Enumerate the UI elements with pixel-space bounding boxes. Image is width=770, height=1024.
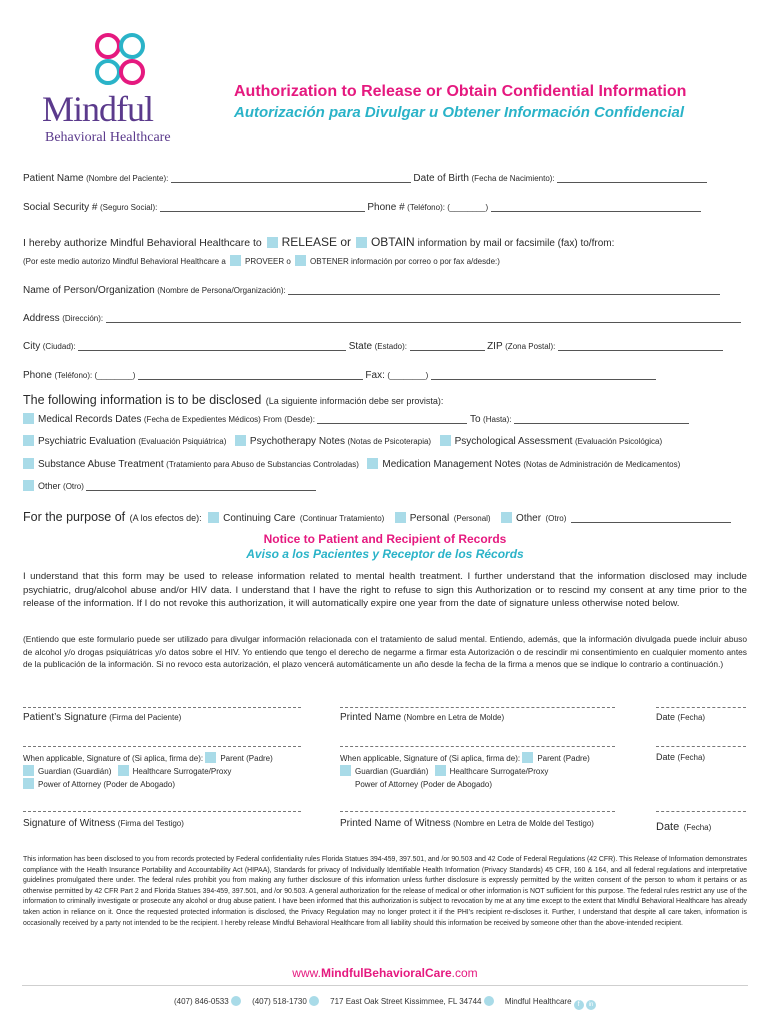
surrogate-checkbox-left[interactable] bbox=[118, 765, 129, 776]
website-bold: MindfulBehavioralCare bbox=[320, 966, 452, 980]
phone-label-es: (Teléfono): (________) bbox=[407, 203, 489, 212]
city-row bbox=[23, 341, 746, 352]
guardian-checkbox-right[interactable] bbox=[340, 765, 351, 776]
notice-body-en: I understand that this form may be used to release information related to mental health treatment. I further understand that the information disclosed may include psychiatric, drug/alcohol abuse and/or HIV data. I understand that I have the right to refuse to sign this Authorization or to rescind my consent at any time prior to the release of the information. If I do not revoke this authorization, it will automatically expire one year from the date of signature unless otherwise noted below. bbox=[23, 571, 747, 609]
obtain-checkbox[interactable] bbox=[356, 237, 367, 248]
patient-name-label-es: (Nombre del Paciente): bbox=[86, 174, 169, 183]
psychotherapy-checkbox[interactable] bbox=[235, 435, 246, 446]
contact-row bbox=[0, 996, 770, 1010]
continuing-label: Continuing Care bbox=[223, 513, 296, 524]
phone2-field[interactable] bbox=[138, 370, 363, 380]
date-label-3: Date bbox=[656, 821, 680, 833]
medical-label: Medical Records Dates bbox=[38, 414, 142, 425]
city-field[interactable] bbox=[78, 341, 346, 351]
city-label: City bbox=[23, 341, 41, 352]
applicable-signature-line-right[interactable] bbox=[340, 746, 615, 747]
psych-assess-label-es: (Evaluación Psicológica) bbox=[574, 437, 663, 446]
address-text: 717 East Oak Street Kissimmee, FL 34744 bbox=[330, 997, 482, 1006]
website-link[interactable] bbox=[0, 966, 770, 980]
city-label-es: (Ciudad): bbox=[42, 342, 76, 351]
medication-label: Medication Management Notes bbox=[382, 459, 521, 470]
substance-row bbox=[23, 458, 746, 470]
purpose-other-field[interactable] bbox=[571, 513, 731, 523]
zip-label-es: (Zona Postal): bbox=[505, 342, 556, 351]
date-line-1[interactable] bbox=[656, 707, 746, 708]
psych-row bbox=[23, 435, 746, 447]
footer-divider bbox=[22, 985, 748, 986]
page-subtitle: Autorización para Divulgar u Obtener Información Confidencial bbox=[234, 104, 685, 121]
psychotherapy-label-es: (Notas de Psicoterapia) bbox=[347, 437, 432, 446]
patient-signature-label-es: (Firma del Paciente) bbox=[109, 713, 182, 722]
witness-label: Signature of Witness bbox=[23, 818, 116, 829]
guardian-label-right: Guardian (Guardián) bbox=[355, 767, 429, 776]
medication-label-es: (Notas de Administración de Medicamentos) bbox=[523, 460, 681, 469]
parent-label-right: Parent (Padre) bbox=[537, 754, 590, 763]
release-label: RELEASE or bbox=[281, 235, 352, 249]
printed-name-label-es: (Nombre en Letra de Molde) bbox=[403, 713, 505, 722]
date-label-es-3: (Fecha) bbox=[683, 823, 712, 832]
phone-icon bbox=[231, 996, 241, 1006]
date-label-wrap-1 bbox=[656, 712, 705, 722]
address-row bbox=[23, 313, 746, 324]
state-label-es: (Estado): bbox=[374, 342, 408, 351]
date-label-es-1: (Fecha) bbox=[677, 713, 706, 722]
other-checkbox[interactable] bbox=[23, 480, 34, 491]
to-label-es: (Hasta): bbox=[483, 415, 512, 424]
address-field[interactable] bbox=[106, 313, 741, 323]
ssn-label: Social Security # bbox=[23, 202, 98, 213]
obtain-label: OBTAIN bbox=[370, 235, 415, 249]
parent-checkbox-right[interactable] bbox=[522, 752, 533, 763]
parent-label-left: Parent (Padre) bbox=[220, 754, 273, 763]
notice-subtitle: Aviso a los Pacientes y Receptor de los Récords bbox=[246, 547, 524, 561]
purpose-label: For the purpose of bbox=[23, 510, 126, 524]
patient-signature-label-wrap bbox=[23, 712, 181, 723]
patient-name-field[interactable] bbox=[171, 173, 411, 183]
authorize-es-tail: información por correo o por fax a/desde:) bbox=[350, 257, 500, 266]
printed-witness-label-es: (Nombre en Letra de Molde del Testigo) bbox=[453, 819, 594, 828]
psychotherapy-label: Psychotherapy Notes bbox=[249, 436, 345, 447]
medical-checkbox[interactable] bbox=[23, 413, 34, 424]
psych-eval-checkbox[interactable] bbox=[23, 435, 34, 446]
address-label: Address bbox=[23, 313, 60, 324]
medication-checkbox[interactable] bbox=[367, 458, 378, 469]
substance-label: Substance Abuse Treatment bbox=[38, 459, 164, 470]
applicable-label-right: When applicable, Signature of (Si aplica, firma de): bbox=[340, 754, 521, 763]
applicable-label-left: When applicable, Signature of (Si aplica, firma de): bbox=[23, 754, 204, 763]
purpose-other-checkbox[interactable] bbox=[501, 512, 512, 523]
legal-text: This information has been disclosed to you from records protected by Federal confidentiality rules Florida Statues 394-459, 397.501, and /or 90.503 and 42 Code of Federal Regulations (42 CFR). This Release of Information demonstrates compliance with the Health Insurance Portability and Accountability Act (HIPAA), Standards for privacy of Individually Identifiable Health Information (Privacy Standards) 45 CFR, 160 & 164, and all federal regulations and interpretative guidelines promulgated there under. The federal rules prohibit you from making any further disclosure of this information unless further disclosure is expressly permitted by the written consent of the person to whom it pertains or as otherwise permitted by 42 CFR Part 2 and Florida Statues 394-459, 397.501, and /or 90.503. A general authorization for the release of medical or other information is NOT sufficient for this purpose. The federal rules restrict any use of the information to criminally investigate or prosecute any alcohol or drug abuse patient. I have been informed that this authorization is subject to revocation by me at any time except to the extent that Mindful Behavioral Healthcare has already taken action in reliance on it. Once the requested protected information is disclosed, the Privacy Regulation may no longer protect it if the PHI’s recipient re-discloses it. Further, I understand that despite all care taken, information is occasionally received by a party not intended to be the recipient. I hereby release Mindful Behavioral Healthcare from all liability should this information be received by someone other than the above-intended recipient. bbox=[23, 856, 747, 927]
state-label: State bbox=[348, 341, 373, 352]
person-org-field[interactable] bbox=[288, 285, 720, 295]
psych-assess-label: Psychological Assessment bbox=[454, 436, 573, 447]
date-label-wrap-3 bbox=[656, 817, 711, 835]
purpose-row bbox=[23, 508, 746, 526]
logo-icon bbox=[80, 28, 160, 92]
printed-name-label: Printed Name bbox=[340, 712, 402, 723]
witness-signature-line[interactable] bbox=[23, 811, 301, 812]
to-field[interactable] bbox=[514, 414, 689, 424]
state-field[interactable] bbox=[410, 341, 485, 351]
medical-label-es: (Fecha de Expedientes Médicos) From bbox=[143, 415, 282, 424]
psych-eval-label-es: (Evaluación Psiquiátrica) bbox=[138, 437, 227, 446]
poa-label-right: Power of Attorney (Poder de Abogado) bbox=[355, 780, 492, 789]
purpose-label-es: (A los efectos de): bbox=[129, 513, 202, 523]
patient-row bbox=[23, 173, 746, 184]
zip-label: ZIP bbox=[487, 341, 503, 352]
disclosed-heading-row bbox=[23, 391, 746, 409]
printed-name-label-wrap bbox=[340, 712, 504, 723]
printed-name-line[interactable] bbox=[340, 707, 615, 708]
location-icon bbox=[484, 996, 494, 1006]
surrogate-label-right: Healthcare Surrogate/Proxy bbox=[449, 767, 549, 776]
from-label-es: (Desde): bbox=[284, 415, 315, 424]
from-field[interactable] bbox=[317, 414, 467, 424]
notice-body-es: (Entiendo que este formulario puede ser utilizado para divulgar información relacionada con el tratamiento de salud mental. Entiendo, además, que la información divulgada puede incluir abuso de alcohol y/o drogas psiquiátricas y/o datos sobre el HIV. Yo entiendo que tengo el derecho de negarme a firmar esta Autorización o de rescindir mi consentimiento en cualquier momento antes de la publicación de la información. Si no revoco esta autorización, el plazo vencerá automáticamente un año desde la fecha de la firma a menos que se indique lo contrario a continuación.) bbox=[23, 634, 747, 669]
phone-field[interactable] bbox=[491, 202, 701, 212]
release-checkbox[interactable] bbox=[267, 237, 278, 248]
ssn-field[interactable] bbox=[160, 202, 365, 212]
witness-label-wrap bbox=[23, 818, 184, 829]
logo-sub: Behavioral Healthcare bbox=[45, 130, 171, 145]
ssn-label-es: (Seguro Social): bbox=[100, 203, 158, 212]
ssn-row bbox=[23, 202, 746, 213]
social-text: Mindful Healthcare bbox=[504, 997, 572, 1006]
personal-checkbox[interactable] bbox=[395, 512, 406, 523]
other-field[interactable] bbox=[86, 481, 316, 491]
surrogate-label-left: Healthcare Surrogate/Proxy bbox=[132, 767, 232, 776]
dob-field[interactable] bbox=[557, 173, 707, 183]
authorize-text: I hereby authorize Mindful Behavioral Healthcare to bbox=[23, 237, 262, 249]
fax-label: Fax: bbox=[365, 370, 385, 381]
date-line-3[interactable] bbox=[656, 811, 746, 812]
to-label: To bbox=[469, 414, 481, 425]
disclosed-heading-es: (La siguiente información debe ser provista): bbox=[265, 396, 444, 406]
date-line-2[interactable] bbox=[656, 746, 746, 747]
proveer-label: PROVEER o bbox=[245, 257, 291, 266]
psych-eval-label: Psychiatric Evaluation bbox=[38, 436, 136, 447]
fax-field[interactable] bbox=[431, 370, 656, 380]
personal-label-es: (Personal) bbox=[453, 514, 491, 523]
phone2-text: (407) 518-1730 bbox=[252, 997, 307, 1006]
printed-witness-line[interactable] bbox=[340, 811, 615, 812]
purpose-other-label: Other bbox=[516, 513, 542, 524]
proveer-checkbox[interactable] bbox=[230, 255, 241, 266]
other-row bbox=[23, 480, 746, 491]
page-title: Authorization to Release or Obtain Confidential Information bbox=[234, 83, 687, 100]
facebook-icon[interactable]: f bbox=[574, 1000, 584, 1010]
guardian-label-left: Guardian (Guardián) bbox=[38, 767, 112, 776]
phone2-label: Phone bbox=[23, 370, 52, 381]
psych-assess-checkbox[interactable] bbox=[440, 435, 451, 446]
logo bbox=[30, 28, 180, 153]
date-label-es-2: (Fecha) bbox=[677, 753, 706, 762]
dob-label-es: (Fecha de Nacimiento): bbox=[471, 174, 555, 183]
dob-label: Date of Birth bbox=[413, 173, 469, 184]
surrogate-checkbox-right[interactable] bbox=[435, 765, 446, 776]
linkedin-icon[interactable]: in bbox=[586, 1000, 596, 1010]
fax-icon bbox=[309, 996, 319, 1006]
authorize-es-row bbox=[23, 255, 746, 266]
obtener-checkbox[interactable] bbox=[295, 255, 306, 266]
purpose-other-label-es: (Otro) bbox=[545, 514, 567, 523]
authorize-tail: information by mail or facsimile (fax) to/from: bbox=[417, 238, 615, 249]
fax-label-es: (________) bbox=[387, 371, 429, 380]
phone1-text: (407) 846-0533 bbox=[173, 997, 229, 1006]
personal-label: Personal bbox=[409, 513, 450, 524]
guardian-checkbox-left[interactable] bbox=[23, 765, 34, 776]
date-label-wrap-2 bbox=[656, 752, 705, 762]
substance-label-es: (Tratamiento para Abuso de Substancias Controladas) bbox=[166, 460, 359, 469]
notice-title: Notice to Patient and Recipient of Records bbox=[263, 532, 507, 546]
applicable-left bbox=[23, 752, 313, 791]
poa-checkbox-left[interactable] bbox=[23, 778, 34, 789]
authorize-es-text: (Por este medio autorizo Mindful Behavioral Healthcare a bbox=[23, 257, 226, 266]
continuing-label-es: (Continuar Tratamiento) bbox=[299, 514, 385, 523]
applicable-right bbox=[340, 752, 640, 791]
phone2-label-es: (Teléfono): (________) bbox=[54, 371, 136, 380]
website-suffix: .com bbox=[451, 966, 478, 980]
continuing-checkbox[interactable] bbox=[208, 512, 219, 523]
phone-label: Phone # bbox=[367, 202, 405, 213]
person-org-label: Name of Person/Organization bbox=[23, 285, 155, 296]
poa-label-left: Power of Attorney (Poder de Abogado) bbox=[38, 780, 175, 789]
patient-signature-label: Patient’s Signature bbox=[23, 712, 107, 723]
person-org-row bbox=[23, 285, 746, 296]
printed-witness-label: Printed Name of Witness bbox=[340, 818, 451, 829]
patient-signature-line[interactable] bbox=[23, 707, 301, 708]
obtener-label: OBTENER bbox=[310, 257, 349, 266]
disclosed-heading: The following information is to be disclosed bbox=[23, 393, 262, 407]
date-label-2: Date bbox=[656, 752, 676, 762]
medical-row bbox=[23, 413, 746, 425]
applicable-signature-line-left[interactable] bbox=[23, 746, 301, 747]
substance-checkbox[interactable] bbox=[23, 458, 34, 469]
printed-witness-label-wrap bbox=[340, 818, 594, 829]
other-label-es: (Otro) bbox=[63, 482, 84, 491]
person-org-label-es: (Nombre de Persona/Organización): bbox=[157, 286, 286, 295]
website-prefix: www. bbox=[292, 966, 321, 980]
logo-name: Mindful bbox=[42, 89, 154, 129]
address-label-es: (Dirección): bbox=[62, 314, 104, 323]
zip-field[interactable] bbox=[558, 341, 723, 351]
date-label-1: Date bbox=[656, 712, 676, 722]
phone-fax-row bbox=[23, 370, 746, 381]
parent-checkbox-left[interactable] bbox=[205, 752, 216, 763]
other-label: Other bbox=[38, 481, 61, 491]
witness-label-es: (Firma del Testigo) bbox=[117, 819, 184, 828]
authorize-row bbox=[23, 235, 746, 249]
patient-name-label: Patient Name bbox=[23, 173, 84, 184]
